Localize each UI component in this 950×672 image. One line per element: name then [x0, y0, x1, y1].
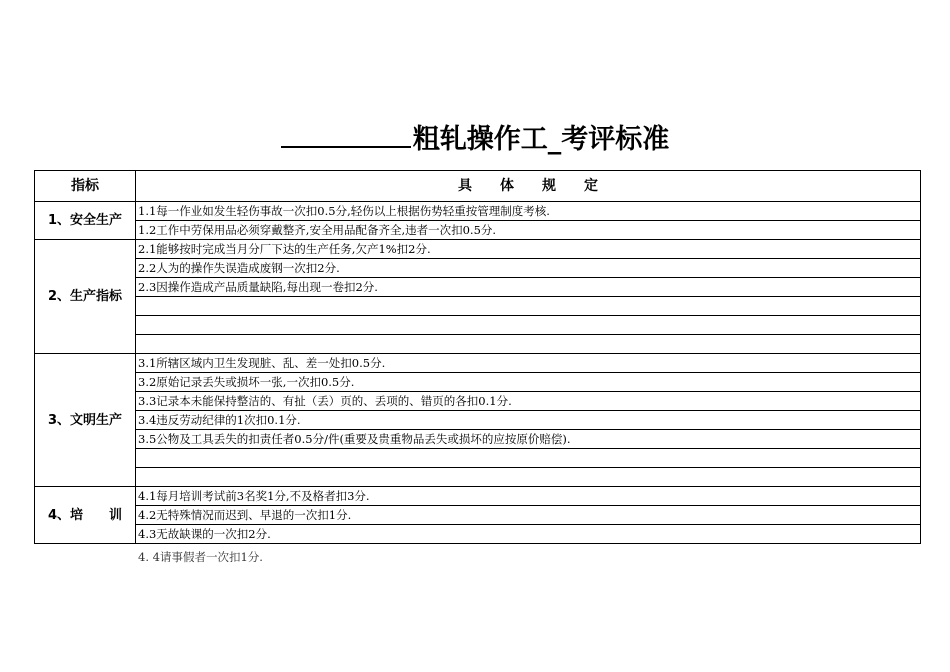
- rule-cell: 3.1所辖区域内卫生发现脏、乱、差一处扣0.5分.: [136, 354, 921, 373]
- rule-cell: 4.1每月培训考试前3名奖1分,不及格者扣3分.: [136, 487, 921, 506]
- rule-cell: 3.2原始记录丢失或损坏一张,一次扣0.5分.: [136, 373, 921, 392]
- table-row: [35, 449, 921, 468]
- table-row: [35, 487, 921, 506]
- rule-cell: 2.3因操作造成产品质量缺陷,每出现一卷扣2分.: [136, 278, 921, 297]
- rule-cell: 1.1每一作业如发生轻伤事故一次扣0.5分,轻伤以上根据伤势轻重按管理制度考核.: [136, 202, 921, 221]
- category-production: 2、生产指标: [35, 240, 136, 354]
- page-title: [0, 118, 950, 160]
- rule-note-outside-table: 4. 4请事假者一次扣1分.: [138, 550, 263, 564]
- empty-rule-cell: [136, 449, 921, 468]
- table-row: [35, 354, 921, 373]
- title-blank-line: [281, 118, 411, 148]
- rule-cell: 4.3无故缺课的一次扣2分.: [136, 525, 921, 544]
- table-row: [35, 202, 921, 221]
- table-row: [35, 316, 921, 335]
- table-row: [35, 259, 921, 278]
- table-row: [35, 221, 921, 240]
- table-row: [35, 411, 921, 430]
- empty-rule-cell: [136, 316, 921, 335]
- rule-cell: 3.3记录本未能保持整洁的、有扯（丢）页的、丢项的、错页的各扣0.1分.: [136, 392, 921, 411]
- table-row: [35, 525, 921, 544]
- table-row: [35, 240, 921, 259]
- table-row: [35, 335, 921, 354]
- table-row: [35, 297, 921, 316]
- table-row: [35, 392, 921, 411]
- criteria-table: [34, 170, 921, 544]
- empty-rule-cell: [136, 335, 921, 354]
- rule-cell: 1.2工作中劳保用品必须穿戴整齐,安全用品配备齐全,违者一次扣0.5分.: [136, 221, 921, 240]
- table-row: [35, 506, 921, 525]
- title-text: 粗轧操作工_考评标准: [412, 124, 670, 155]
- rule-cell: 3.5公物及工具丢失的扣责任者0.5分/件(重要及贵重物品丢失或损坏的应按原价赔偿).: [136, 430, 921, 449]
- table-row: [35, 468, 921, 487]
- rule-cell: 2.1能够按时完成当月分厂下达的生产任务,欠产1%扣2分.: [136, 240, 921, 259]
- category-civil: 3、文明生产: [35, 354, 136, 487]
- empty-rule-cell: [136, 297, 921, 316]
- category-safety: 1、安全生产: [35, 202, 136, 240]
- category-training: 4、培 训: [35, 487, 136, 544]
- table-row: [35, 373, 921, 392]
- table-header-row: [35, 171, 921, 202]
- rule-cell: 2.2人为的操作失误造成废钢一次扣2分.: [136, 259, 921, 278]
- rule-cell: 4.2无特殊情况而迟到、早退的一次扣1分.: [136, 506, 921, 525]
- table-row: [35, 430, 921, 449]
- rule-cell: 3.4违反劳动纪律的1次扣0.1分.: [136, 411, 921, 430]
- table-row: [35, 278, 921, 297]
- header-specifics: 具 体 规 定: [136, 171, 921, 202]
- header-indicator: 指标: [35, 171, 136, 202]
- empty-rule-cell: [136, 468, 921, 487]
